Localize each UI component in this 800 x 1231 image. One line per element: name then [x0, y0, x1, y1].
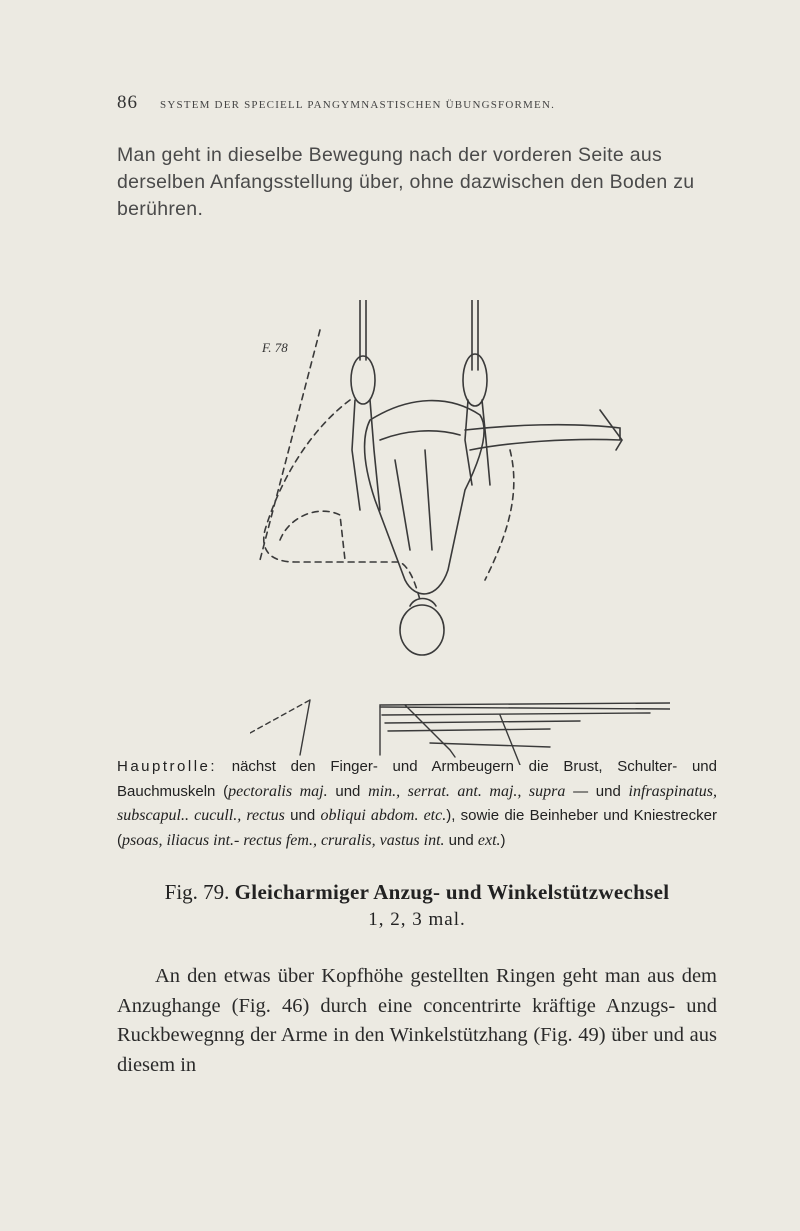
caption-lead: Hauptrolle:: [117, 758, 218, 775]
ring-right: [463, 354, 487, 406]
page-number: 86: [117, 92, 138, 113]
figure-caption: Hauptrolle: nächst den Finger- und Armbeugern die Brust, Schulter- und Bauchmuskeln (pectoralis maj. und min., serrat. ant. maj., supra — und infraspinatus, subscapul.. cucull., rectus und obliqui abdom. etc.), sowie die Beinheber und Kniestrecker (psoas, iliacus int.- rectus fem., cruralis, vastus int. und ext.): [117, 758, 718, 849]
ring-left: [351, 356, 375, 404]
section-heading: [117, 880, 717, 931]
rope-left: [360, 300, 366, 360]
running-head: SYSTEM DER SPECIELL PANGYMNASTISCHEN ÜBUNGSFORMEN.: [160, 99, 556, 111]
intro-paragraph: Man geht in dieselbe Bewegung nach der vorderen Seite aus derselben Anfangsstellung über, ohne dazwischen den Boden zu berühren.: [117, 144, 695, 220]
figure-number: Fig. 79.: [164, 880, 230, 904]
rope-right: [472, 300, 478, 370]
body-paragraph: An den etwas über Kopfhöhe gestellten Ringen geht man aus dem Anzughange (Fig. 46) durch eine concentrirte kräftige Anzugs- und Ruckbewegnng der Arme in den Winkelstützhang (Fig. 49) über und aus diesem in: [117, 965, 717, 1076]
exercise-title: Gleicharmiger Anzug- und Winkelstützwechsel: [234, 880, 670, 904]
page-header: [117, 92, 697, 114]
figure-label: F. 78: [262, 340, 288, 355]
repetition-count: 1, 2, 3 mal.: [368, 909, 466, 930]
